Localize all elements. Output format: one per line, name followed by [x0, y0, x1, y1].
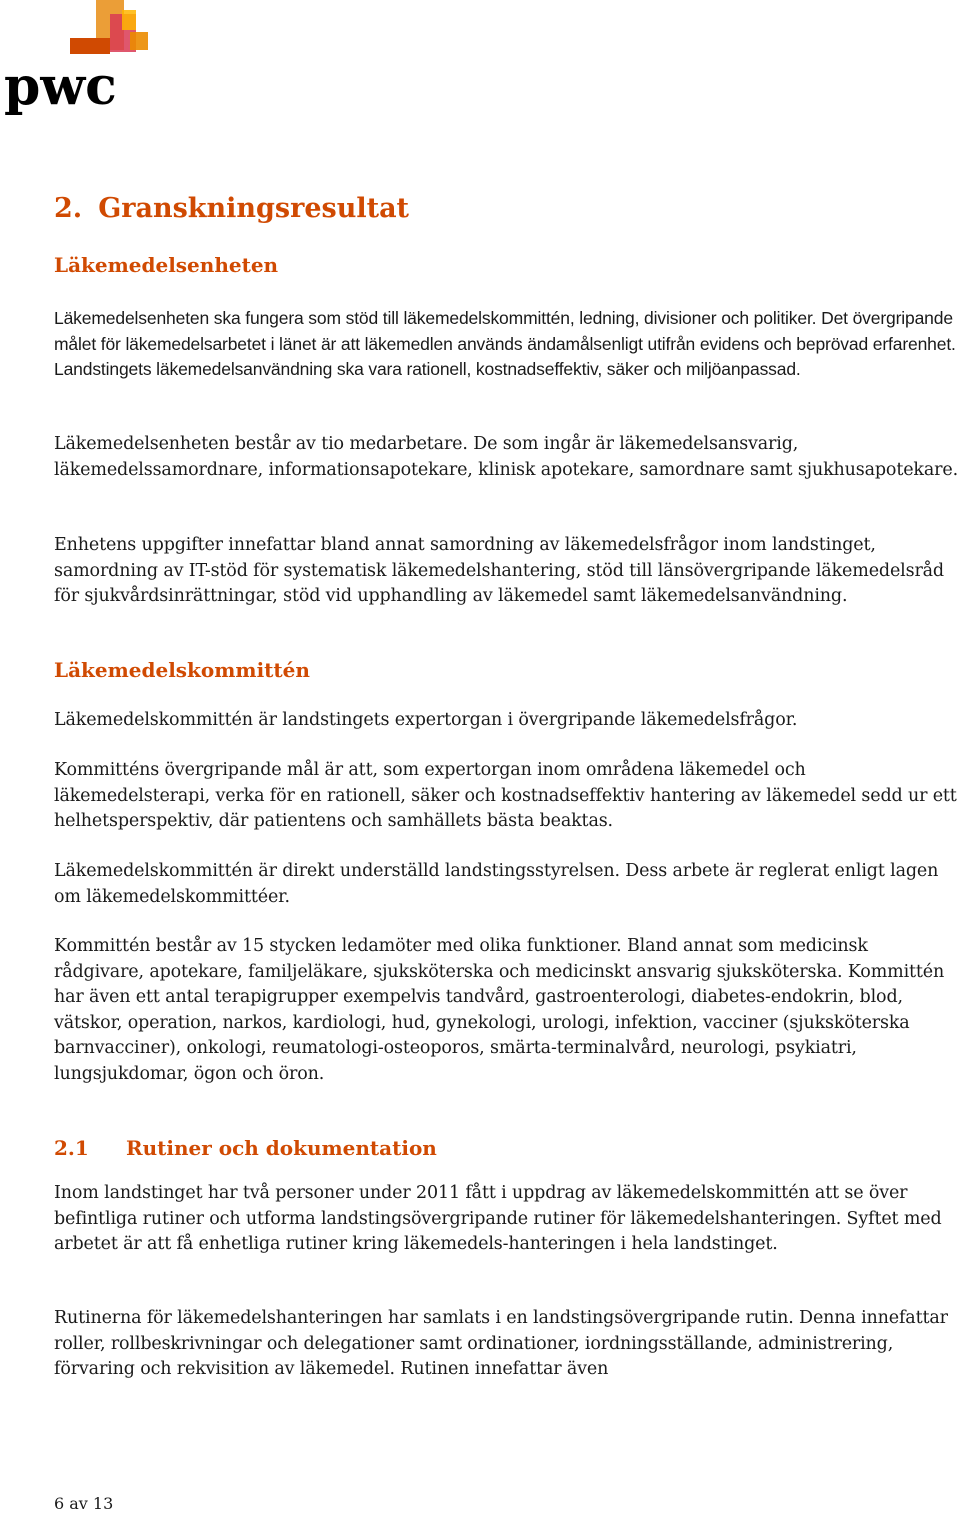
- section-number: 2.: [54, 193, 83, 224]
- subsection-number: 2.1: [54, 1136, 89, 1160]
- paragraph: Läkemedelsenheten ska fungera som stöd till läkemedelskommittén, ledning, divisioner och politiker. Det övergripande målet för läkemedelsarbetet i länet är att läkemedlen används ändamålsenligt utifrån evidens och beprövad erfarenhet. Landstingets läkemedelsanvändning ska vara rationell, kostnadseffektiv, säker och miljöanpassad.: [54, 308, 956, 379]
- paragraph: Läkemedelskommittén är landstingets expertorgan i övergripande läkemedelsfrågor.: [54, 710, 798, 730]
- heading-lakemedelsenheten: Läkemedelsenheten: [54, 253, 279, 277]
- paragraph: Kommittén består av 15 stycken ledamöter med olika funktioner. Bland annat som medicinsk rådgivare, apotekare, familjeläkare, sjuksköterska och medicinskt ansvarig sjuksköterska. Kommittén har även ett antal terapigrupper exempelvis tandvård, gastroenterologi, diabetes-endokrin, blod, vätskor, operation, narkos, kardiologi, hud, gynekologi, urologi, infektion, vacciner (sjuksköterska barnvacciner), onkologi, reumatologi-osteoporos, smärta-terminalvård, neurologi, psykiatri, lungsjukdomar, ögon och öron.: [54, 936, 945, 1084]
- pwc-logo: [0, 0, 160, 120]
- section-title: [54, 193, 409, 224]
- paragraph: Kommitténs övergripande mål är att, som expertorgan inom områdena läkemedel och läkemedelsterapi, verka för en rationell, säker och kostnadseffektiv hantering av läkemedel sedd ur ett helhetsperspektiv, där patientens och samhällets bästa beaktas.: [54, 760, 957, 831]
- paragraph: Enhetens uppgifter innefattar bland annat samordning av läkemedelsfrågor inom landstinget, samordning av IT-stöd för systematisk läkemedelshantering, stöd till länsövergripande läkemedelsråd för sjukvårdsinrättningar, stöd vid upphandling av läkemedel samt läkemedelsanvändning.: [54, 535, 944, 606]
- svg-text:pwc: pwc: [4, 56, 117, 117]
- paragraph: Inom landstinget har två personer under 2011 fått i uppdrag av läkemedelskommittén att se över befintliga rutiner och utforma landstingsövergripande rutiner för läkemedelshanteringen. Syftet med arbetet är att få enhetliga rutiner kring läkemedels-hanteringen i hela landstinget.: [54, 1183, 942, 1254]
- paragraph: Läkemedelskommittén är direkt underställd landstingsstyrelsen. Dess arbete är reglerat enligt lagen om läkemedelskommittéer.: [54, 861, 939, 907]
- paragraph: Rutinerna för läkemedelshanteringen har samlats i en landstingsövergripande rutin. Denna innefattar roller, rollbeskrivningar och delegationer samt ordinationer, iordningsställande, administrering, förvaring och rekvisition av läkemedel. Rutinen innefattar även: [54, 1308, 948, 1379]
- page-number: 6 av 13: [54, 1494, 114, 1513]
- section-title-text: Granskningsresultat: [98, 193, 410, 224]
- heading-lakemedelskommitten: Läkemedelskommittén: [54, 658, 310, 682]
- paragraph: Läkemedelsenheten består av tio medarbetare. De som ingår är läkemedelsansvarig, läkemedelssamordnare, informationsapotekare, klinisk apotekare, samordnare samt sjukhusapotekare.: [54, 434, 958, 480]
- subsection-title: Rutiner och dokumentation: [126, 1136, 437, 1160]
- heading-rutiner: [54, 1136, 437, 1160]
